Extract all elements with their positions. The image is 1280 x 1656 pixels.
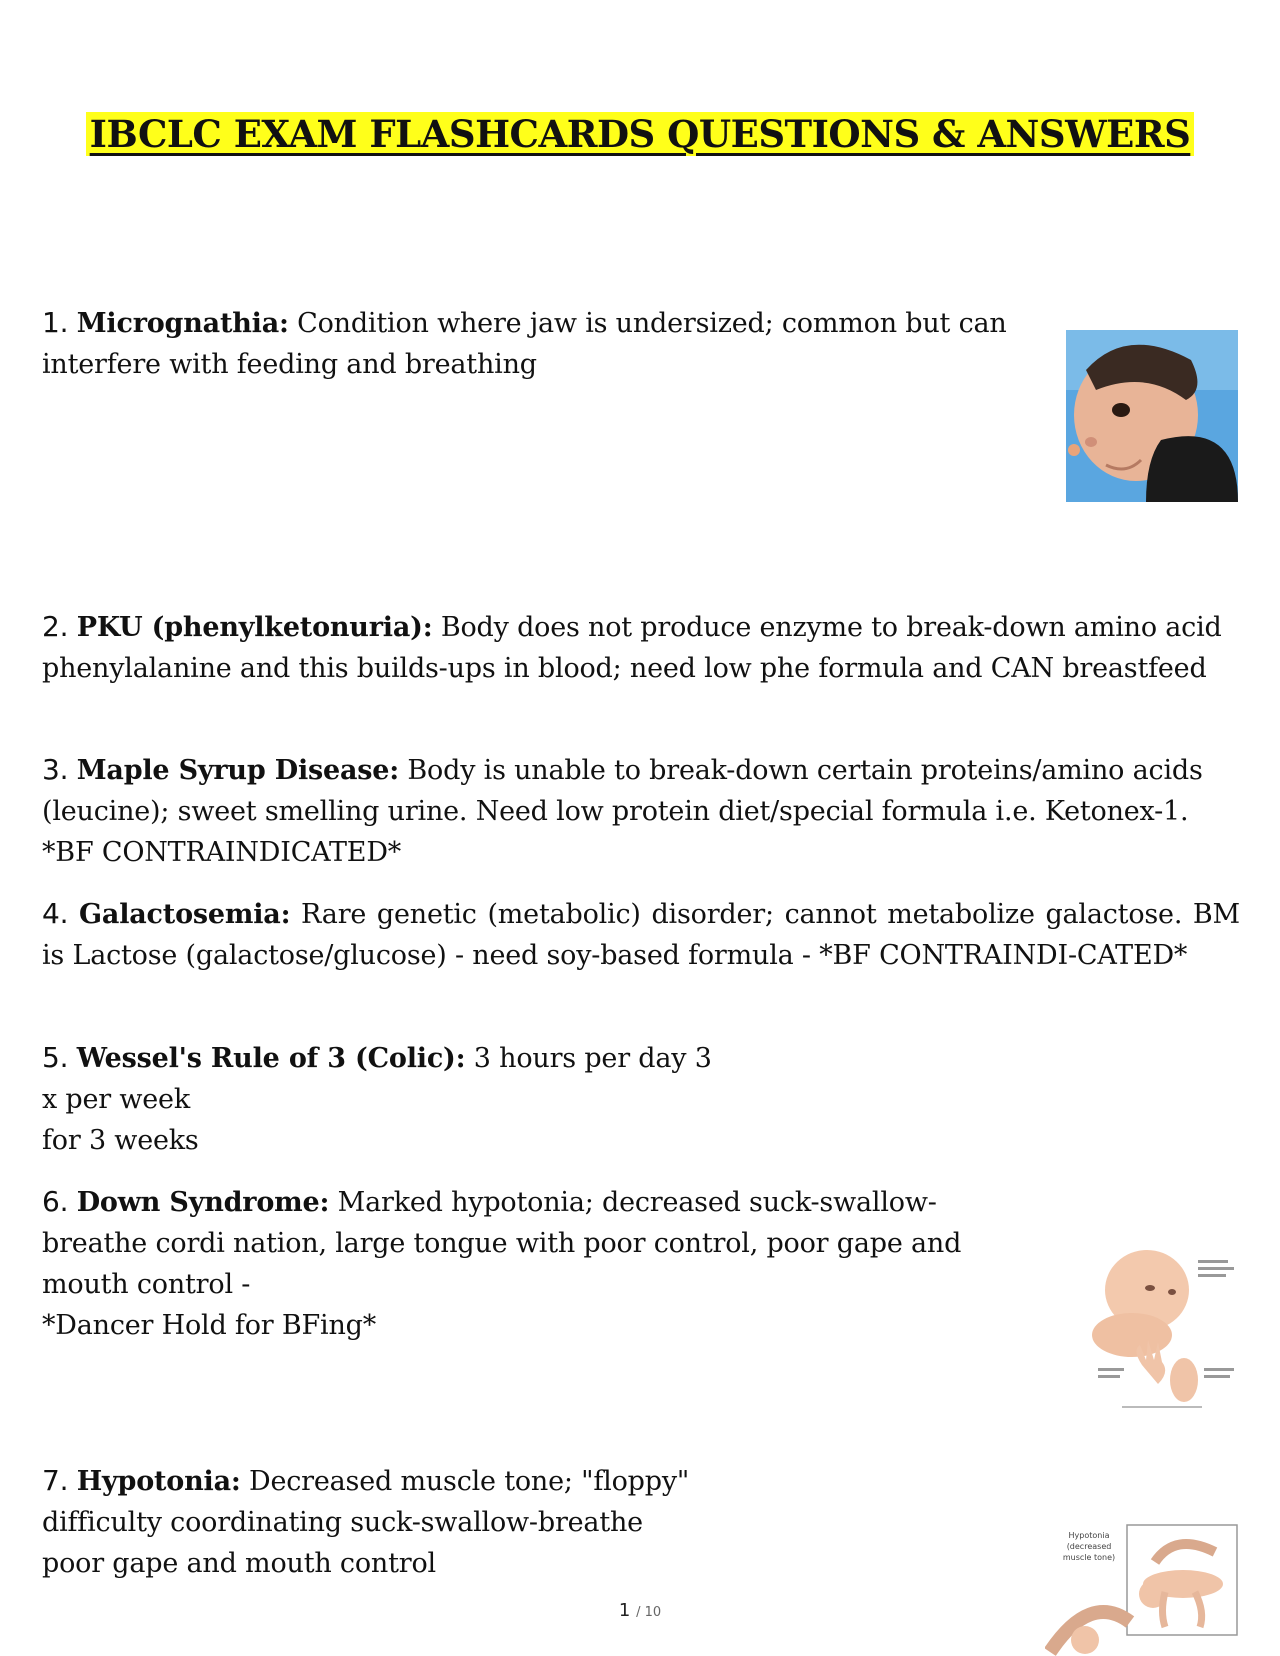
document-title xyxy=(0,112,1280,156)
item-number: 1. xyxy=(42,306,69,339)
flashcard-4 xyxy=(42,893,1240,976)
item-definition: Decreased muscle tone; "floppy" xyxy=(240,1466,690,1497)
title-text: IBCLC EXAM FLASHCARDS QUESTIONS & ANSWERS xyxy=(86,112,1195,156)
flashcard-5 xyxy=(42,1037,942,1161)
hypotonia-illustration xyxy=(1045,1522,1245,1656)
item-term: Galactosemia: xyxy=(79,899,291,930)
hypotonia-caption: Hypotonia (decreased muscle tone) xyxy=(1062,1531,1116,1562)
flashcard-6 xyxy=(42,1181,1022,1346)
item-line: for 3 weeks xyxy=(42,1125,199,1156)
item-term: PKU (phenylketonuria): xyxy=(76,612,433,643)
item-number: 3. xyxy=(42,753,69,786)
micrognathia-photo xyxy=(1066,330,1238,502)
item-definition: Body is unable to break-down certain proteins/amino acids (leucine); sweet smelling urine. Need low protein diet/special formula i.e. Ketonex-1. *BF CONTRAINDICATED* xyxy=(42,755,1203,868)
item-definition: Marked hypotonia; decreased suck-swallow-breathe cordi nation, large tongue with poor control, poor gape and mouth control - xyxy=(42,1187,962,1300)
item-number: 6. xyxy=(42,1185,69,1218)
page-total: / 10 xyxy=(636,1605,662,1620)
item-term: Hypotonia: xyxy=(76,1466,241,1497)
item-term: Micrognathia: xyxy=(76,308,289,339)
item-note: *Dancer Hold for BFing* xyxy=(42,1310,377,1341)
item-number: 2. xyxy=(42,610,69,643)
page-indicator xyxy=(0,1600,1280,1621)
item-definition: 3 hours per day 3 xyxy=(465,1043,712,1074)
item-term: Maple Syrup Disease: xyxy=(76,755,400,786)
flashcard-3 xyxy=(42,749,1242,873)
page-current: 1 xyxy=(618,1600,631,1621)
item-number: 7. xyxy=(42,1464,69,1497)
item-line: x per week xyxy=(42,1084,190,1115)
item-term: Down Syndrome: xyxy=(76,1187,330,1218)
item-definition: Condition where jaw is undersized; common but can interfere with feeding and breathing xyxy=(42,308,1007,380)
item-line: poor gape and mouth control xyxy=(42,1548,436,1579)
item-term: Wessel's Rule of 3 (Colic): xyxy=(76,1043,466,1074)
item-number: 4. xyxy=(42,897,69,930)
flashcard-7 xyxy=(42,1460,942,1584)
item-line: difficulty coordinating suck-swallow-breathe xyxy=(42,1507,643,1538)
item-definition: Body does not produce enzyme to break-down amino acid phenylalanine and this builds-ups in blood; need low phe formula and CAN breastfeed xyxy=(42,612,1222,684)
flashcard-2 xyxy=(42,606,1242,689)
flashcard-1 xyxy=(42,302,1057,385)
item-definition: Rare genetic (metabolic) disorder; cannot metabolize galactose. BM is Lactose (galactose/glucose) - need soy-based formula - *BF CONTRAINDI-CATED* xyxy=(42,899,1241,971)
item-number: 5. xyxy=(42,1041,69,1074)
down-syndrome-illustration xyxy=(1092,1230,1242,1415)
